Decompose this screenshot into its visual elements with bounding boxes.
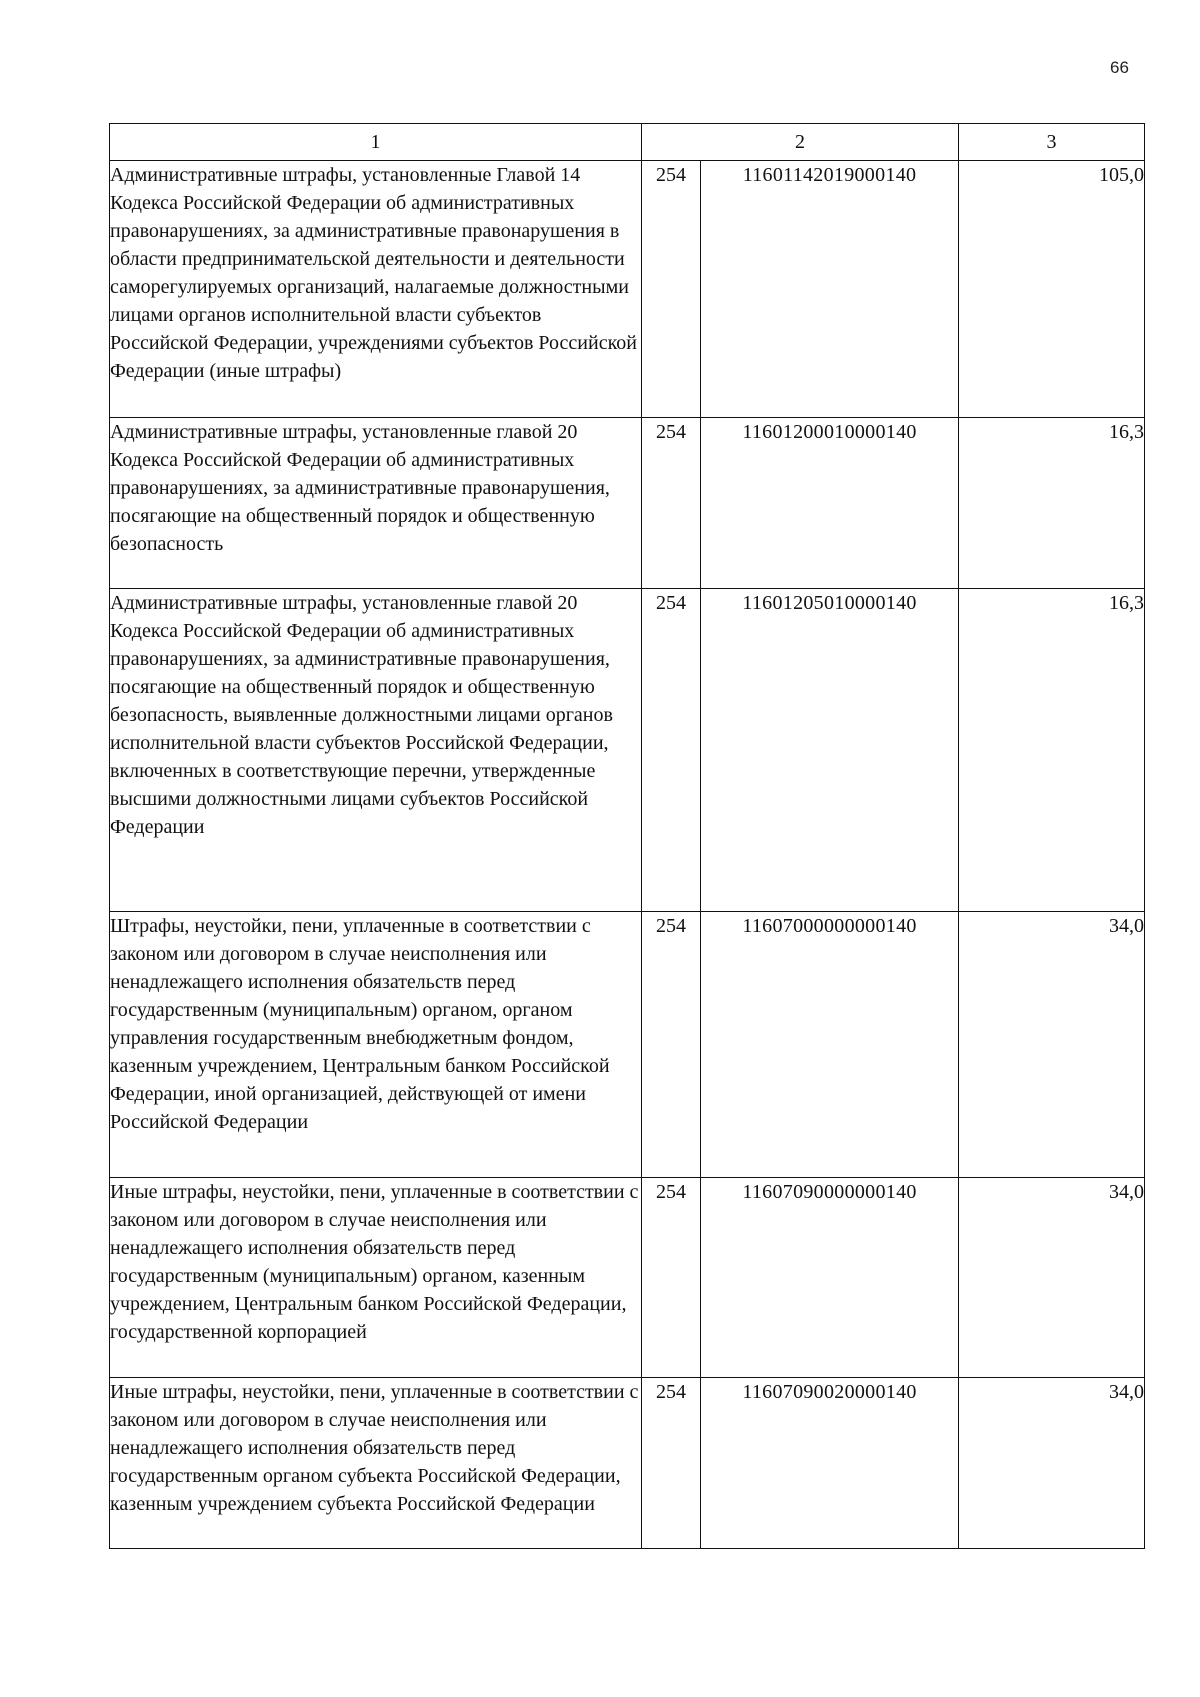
row-kbk-code: 11607000000000140 <box>701 912 959 1178</box>
row-admin-code: 254 <box>642 912 701 1178</box>
row-amount: 34,0 <box>959 1178 1145 1378</box>
page-number: 66 <box>1110 58 1129 77</box>
row-amount: 34,0 <box>959 1378 1145 1549</box>
row-amount: 105,0 <box>959 161 1145 418</box>
row-description: Административные штрафы, установленные Главой 14 Кодекса Российской Федерации об административных правонарушениях, за административные правонарушения в области предпринимательской деятельности и деятельности саморегулируемых организаций, налагаемые должностными лицами органов исполнительной власти субъектов Российской Федерации, учреждениями субъектов Российской Федерации (иные штрафы) <box>110 161 642 418</box>
row-description: Иные штрафы, неустойки, пени, уплаченные в соответствии с законом или договором в случае неисполнения или ненадлежащего исполнения обязательств перед государственным (муниципальным) органом, казенным учреждением, Центральным банком Российской Федерации, государственной корпорацией <box>110 1178 642 1378</box>
row-kbk-code: 11601200010000140 <box>701 418 959 589</box>
row-description: Штрафы, неустойки, пени, уплаченные в соответствии с законом или договором в случае неисполнения или ненадлежащего исполнения обязательств перед государственным (муниципальным) органом, органом управления государственным внебюджетным фондом, казенным учреждением, Центральным банком Российской Федерации, иной организацией, действующей от имени Российской Федерации <box>110 912 642 1178</box>
row-admin-code: 254 <box>642 589 701 912</box>
row-description: Административные штрафы, установленные главой 20 Кодекса Российской Федерации об административных правонарушениях, за административные правонарушения, посягающие на общественный порядок и общественную безопасность, выявленные должностными лицами органов исполнительной власти субъектов Российской Федерации, включенных в соответствующие перечни, утвержденные высшими должностными лицами субъектов Российской Федерации <box>110 589 642 912</box>
row-amount: 34,0 <box>959 912 1145 1178</box>
revenue-table <box>109 123 1145 1549</box>
row-admin-code: 254 <box>642 418 701 589</box>
row-admin-code: 254 <box>642 1378 701 1549</box>
row-kbk-code: 11607090020000140 <box>701 1378 959 1549</box>
row-description: Административные штрафы, установленные главой 20 Кодекса Российской Федерации об административных правонарушениях, за административные правонарушения, посягающие на общественный порядок и общественную безопасность <box>110 418 642 589</box>
table-row <box>110 418 1145 589</box>
row-amount: 16,3 <box>959 589 1145 912</box>
header-col-2: 2 <box>642 124 959 161</box>
table-row <box>110 589 1145 912</box>
row-kbk-code: 11607090000000140 <box>701 1178 959 1378</box>
row-admin-code: 254 <box>642 161 701 418</box>
row-kbk-code: 11601142019000140 <box>701 161 959 418</box>
table-row <box>110 1178 1145 1378</box>
header-col-3: 3 <box>959 124 1145 161</box>
row-description: Иные штрафы, неустойки, пени, уплаченные в соответствии с законом или договором в случае неисполнения или ненадлежащего исполнения обязательств перед государственным органом субъекта Российской Федерации, казенным учреждением субъекта Российской Федерации <box>110 1378 642 1549</box>
table-header-row <box>110 124 1145 161</box>
table-row <box>110 912 1145 1178</box>
header-col-1: 1 <box>110 124 642 161</box>
table-row <box>110 1378 1145 1549</box>
table-row <box>110 161 1145 418</box>
row-kbk-code: 11601205010000140 <box>701 589 959 912</box>
row-amount: 16,3 <box>959 418 1145 589</box>
row-admin-code: 254 <box>642 1178 701 1378</box>
